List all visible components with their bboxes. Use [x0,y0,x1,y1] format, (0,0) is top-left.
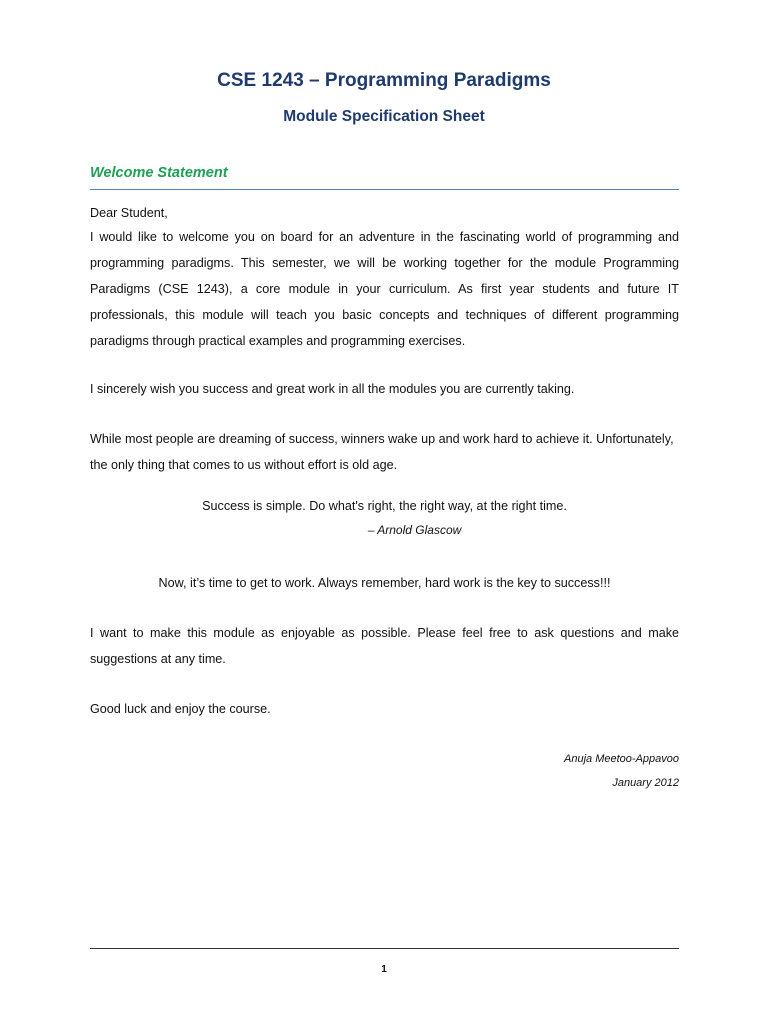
salutation-text: Dear Student, [90,206,168,220]
signature-name-block [90,746,679,772]
section-divider [90,189,679,190]
motto-block [90,570,679,596]
success-paragraph: While most people are dreaming of success, winners wake up and work hard to achieve it. Unfortunately, the only thing that comes to us without effort is old age. [90,432,674,472]
signature-name: Anuja Meetoo-Appavoo [564,753,679,765]
quote-block [90,493,679,519]
quote-attribution [90,518,679,542]
letter-salutation [90,200,679,226]
document-title: CSE 1243 – Programming Paradigms [217,70,551,91]
questions-paragraph: I want to make this module as enjoyable as possible. Please feel free to ask questions and make suggestions at any time. [90,626,679,666]
closing-text: Good luck and enjoy the course. [90,702,271,716]
footer-divider [90,948,679,949]
signature-date: January 2012 [612,777,679,789]
quote-text: Success is simple. Do what's right, the right way, at the right time. [202,499,567,513]
section-heading: Welcome Statement [90,165,228,181]
letter-paragraph-questions [90,620,679,672]
letter-paragraph-wish [90,376,679,402]
intro-paragraph: I would like to welcome you on board for an adventure in the fascinating world of programming and programming paradigms. This semester, we will be working together for the module Programming Paradigms (CSE 1243), a core module in your curriculum. As first year students and future IT professionals, this module will teach you basic concepts and techniques of different programming paradigms through practical examples and programming exercises. [90,230,679,348]
letter-closing [90,696,679,722]
signature-date-block [90,770,679,796]
quote-author: – Arnold Glascow [367,523,462,537]
letter-paragraph-success [90,426,679,478]
page-number: 1 [381,964,387,975]
letter-paragraph-intro [90,224,679,354]
wish-paragraph: I sincerely wish you success and great work in all the modules you are currently taking. [90,382,575,396]
document-subtitle: Module Specification Sheet [283,108,485,125]
motto-text: Now, it’s time to get to work. Always remember, hard work is the key to success!!! [158,576,611,590]
